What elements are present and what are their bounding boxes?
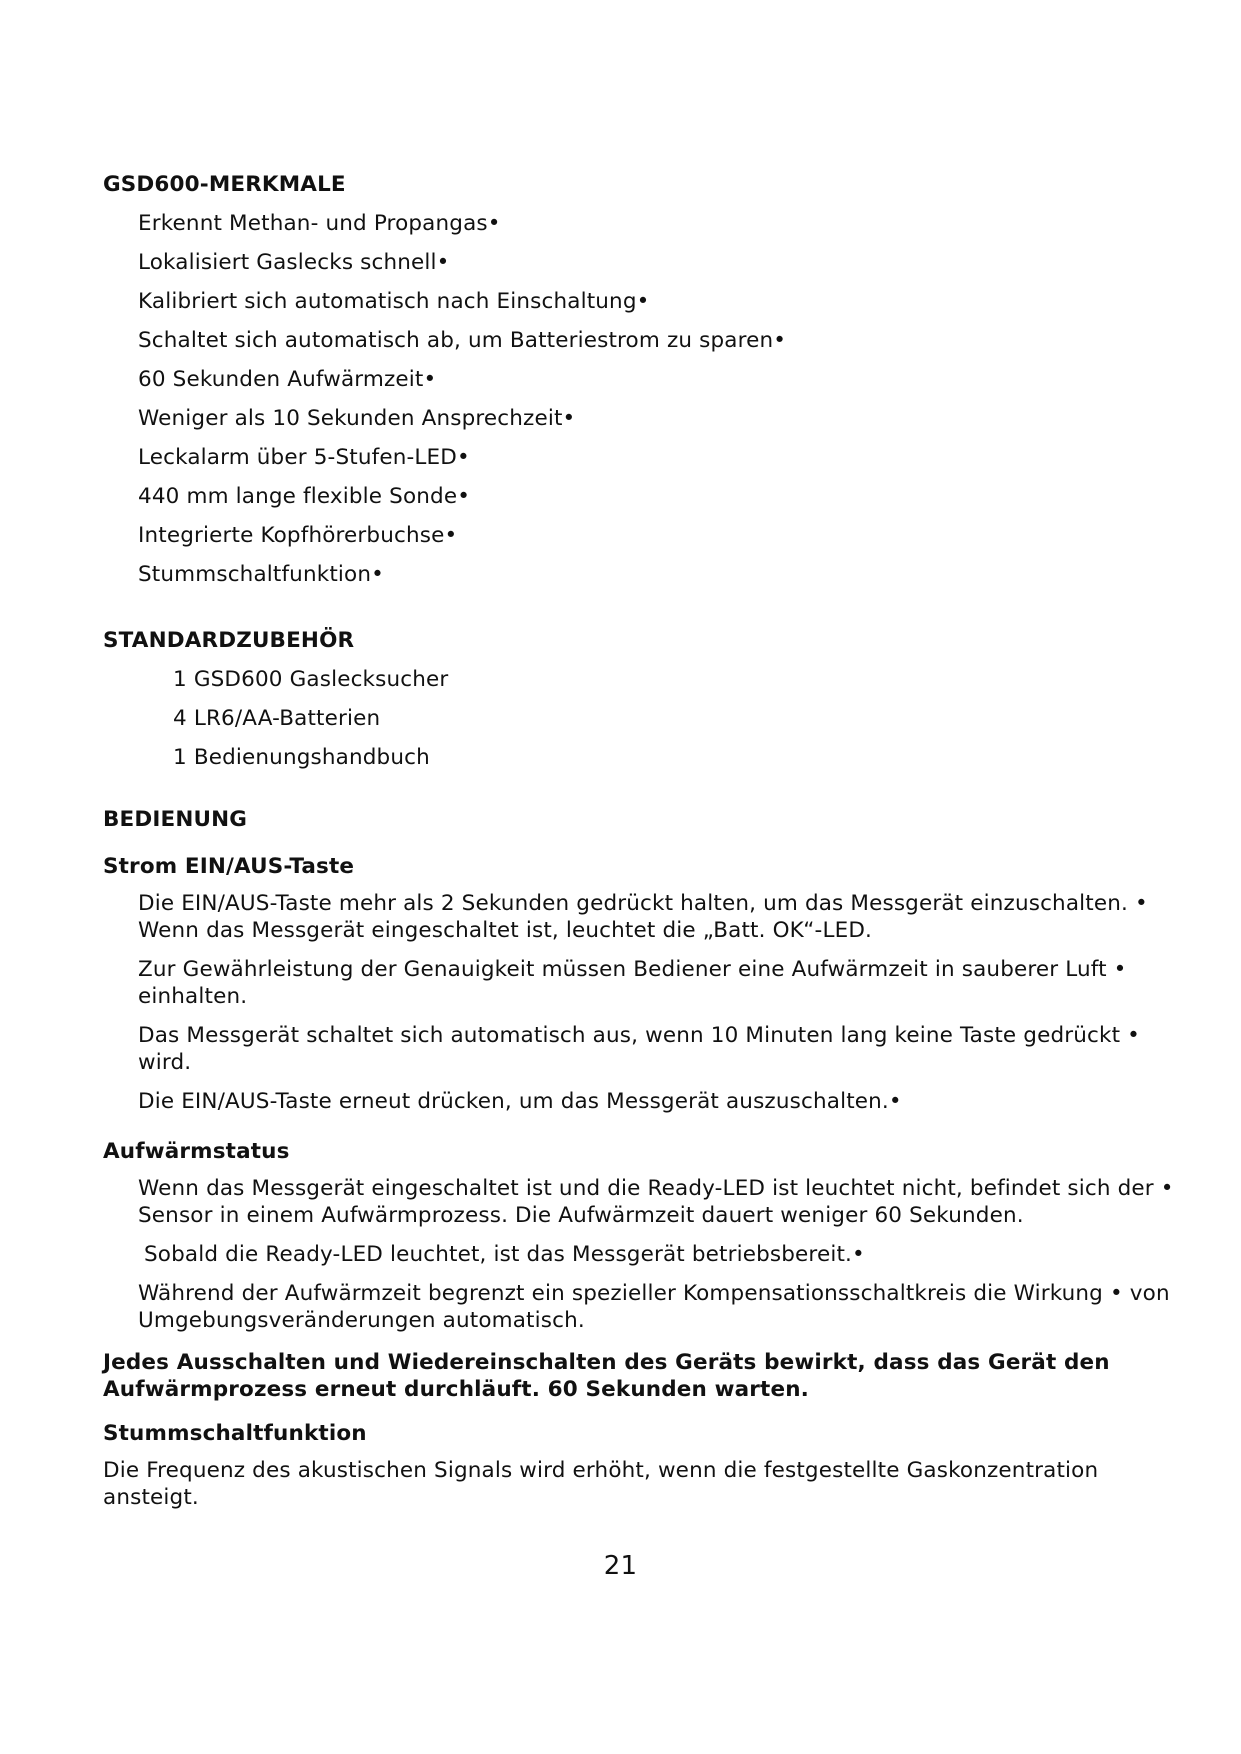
- warmup-note: Jedes Ausschalten und Wiedereinschalten des Geräts bewirkt, dass das Gerät den Aufwärmprozess erneut durchläuft. 60 Sekunden warten.: [103, 1350, 1110, 1402]
- power-button-heading: Strom EIN/AUS-Taste: [103, 854, 355, 879]
- mute-text: Die Frequenz des akustischen Signals wird erhöht, wenn die festgestellte Gaskonzentration ansteigt.: [103, 1458, 1099, 1510]
- warmup-paragraph: Sobald die Ready-LED leuchtet, ist das Messgerät betriebsbereit.•: [144, 1242, 865, 1267]
- feature-item: Erkennt Methan- und Propangas•: [138, 211, 501, 236]
- operation-heading: BEDIENUNG: [103, 807, 248, 832]
- accessory-item: 1 GSD600 Gaslecksucher: [173, 667, 449, 692]
- warmup-paragraph: Wenn das Messgerät eingeschaltet ist und die Ready-LED ist leuchtet nicht, befindet sich der • Sensor in einem Aufwärmprozess. Die Aufwärmzeit dauert weniger 60 Sekunden.: [138, 1176, 1174, 1228]
- mute-heading: Stummschaltfunktion: [103, 1421, 367, 1446]
- feature-item: Kalibriert sich automatisch nach Einschaltung•: [138, 289, 650, 314]
- feature-item: Lokalisiert Gaslecks schnell•: [138, 250, 450, 275]
- feature-item: Schaltet sich automatisch ab, um Batteriestrom zu sparen•: [138, 328, 787, 353]
- feature-item: Integrierte Kopfhörerbuchse•: [138, 523, 458, 548]
- power-paragraph: Zur Gewährleistung der Genauigkeit müssen Bediener eine Aufwärmzeit in sauberer Luft • einhalten.: [138, 957, 1127, 1009]
- page-number: 21: [603, 1551, 638, 1581]
- accessory-item: 4 LR6/AA-Batterien: [173, 706, 381, 731]
- power-paragraph: Das Messgerät schaltet sich automatisch aus, wenn 10 Minuten lang keine Taste gedrückt • wird.: [138, 1023, 1140, 1075]
- accessories-heading: STANDARDZUBEHÖR: [103, 628, 355, 653]
- feature-item: 60 Sekunden Aufwärmzeit•: [138, 367, 437, 392]
- feature-item: Stummschaltfunktion•: [138, 562, 384, 587]
- accessory-item: 1 Bedienungshandbuch: [173, 745, 430, 770]
- power-paragraph: Die EIN/AUS-Taste erneut drücken, um das Messgerät auszuschalten.•: [138, 1089, 902, 1114]
- warmup-heading: Aufwärmstatus: [103, 1139, 290, 1164]
- feature-item: 440 mm lange flexible Sonde•: [138, 484, 471, 509]
- feature-item: Leckalarm über 5-Stufen-LED•: [138, 445, 470, 470]
- feature-item: Weniger als 10 Sekunden Ansprechzeit•: [138, 406, 576, 431]
- features-heading: GSD600-MERKMALE: [103, 172, 346, 197]
- power-paragraph: Die EIN/AUS-Taste mehr als 2 Sekunden gedrückt halten, um das Messgerät einzuschalten. • Wenn das Messgerät eingeschaltet ist, leuchtet die „Batt. OK“-LED.: [138, 891, 1148, 943]
- warmup-paragraph: Während der Aufwärmzeit begrenzt ein spezieller Kompensationsschaltkreis die Wirkung • von Umgebungsveränderungen automatisch.: [138, 1281, 1170, 1333]
